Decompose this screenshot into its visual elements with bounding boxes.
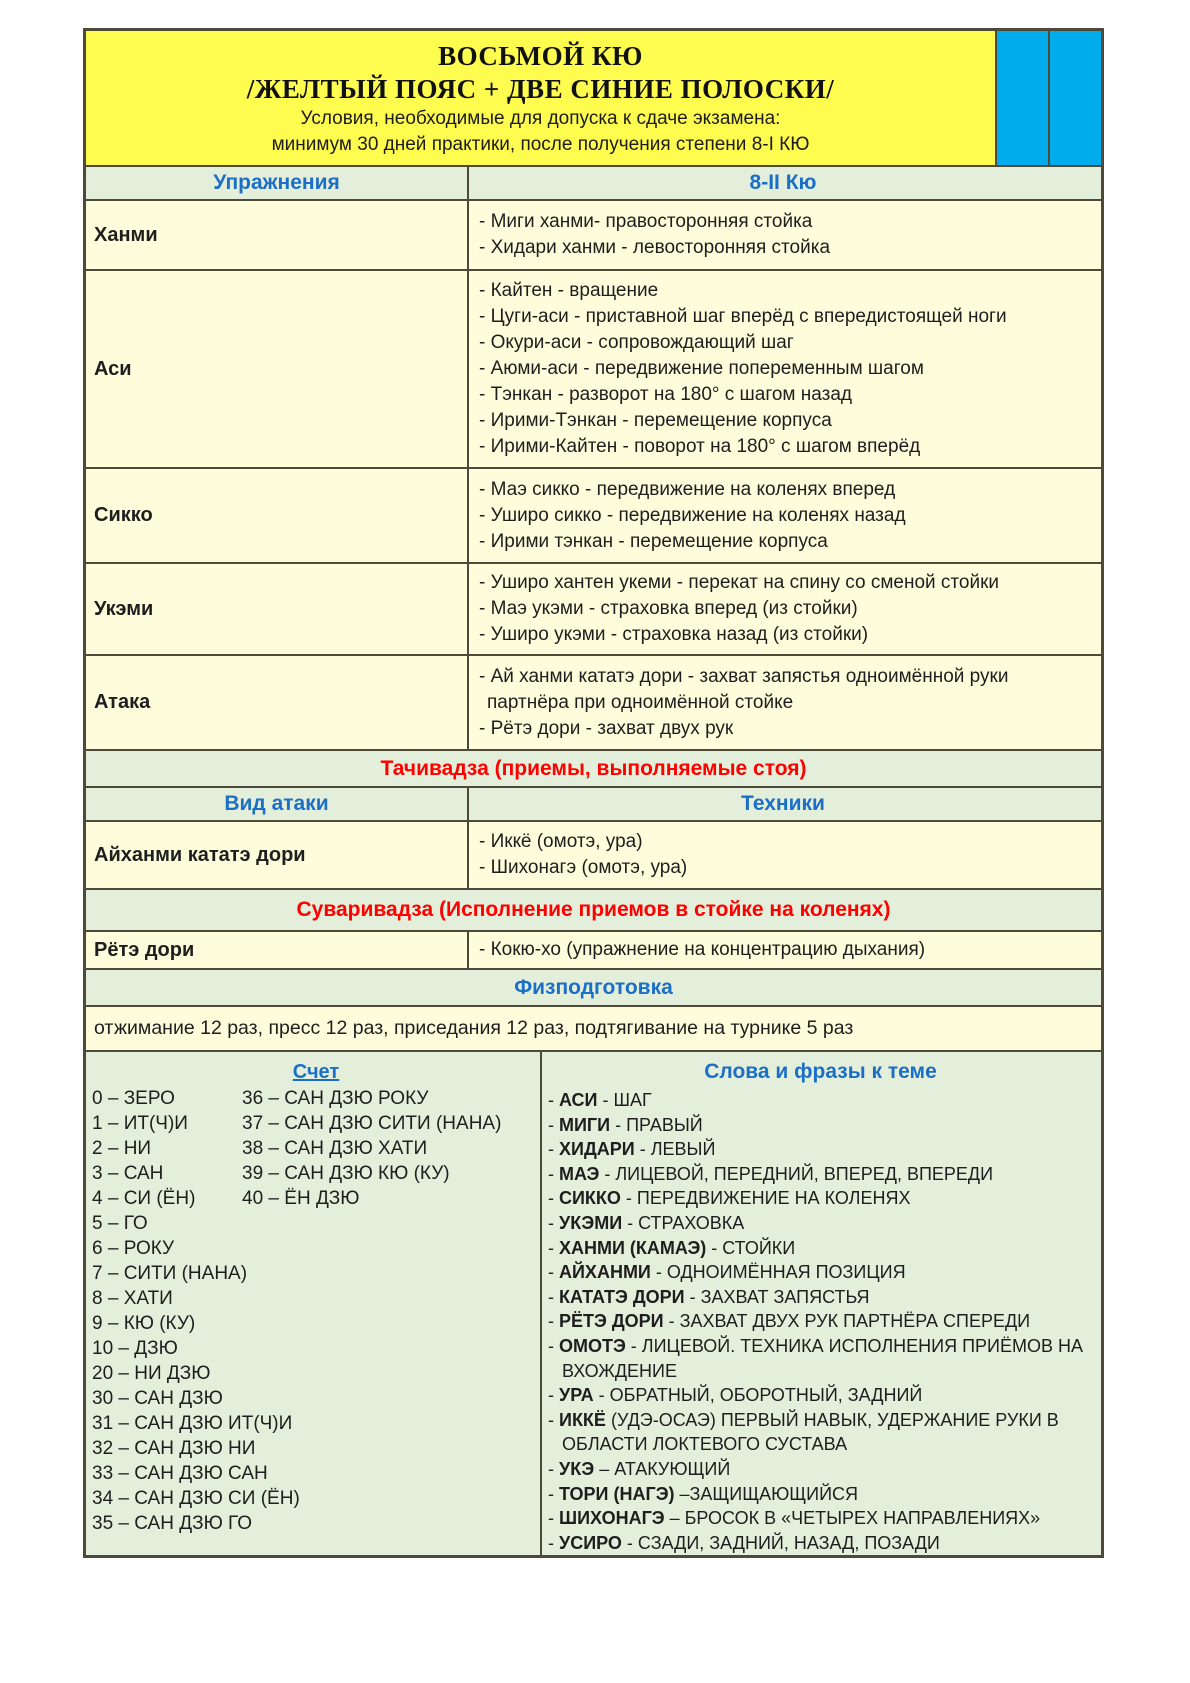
belt-header-text	[86, 31, 995, 165]
word-def: - СТРАХОВКА	[622, 1212, 745, 1233]
row-title: Атака	[94, 691, 151, 713]
word-item	[548, 1408, 1093, 1457]
dash: -	[548, 1188, 559, 1209]
row-content	[467, 656, 1101, 749]
count-item: 3 – САН	[92, 1163, 164, 1184]
content-line: - Уширо хантен укеми - перекат на спину со сменой стойки	[479, 572, 1000, 593]
word-def: - ЛИЦЕВОЙ, ПЕРЕДНИЙ, ВПЕРЕД, ВПЕРЕДИ	[599, 1163, 994, 1184]
word-term: УКЭМИ	[559, 1212, 623, 1233]
content-line: - Ирими тэнкан - перемещение корпуса	[479, 530, 828, 552]
section-title: Физподготовка	[514, 975, 673, 999]
word-term: ОМОТЭ	[559, 1335, 626, 1356]
count-item: 1 – ИТ(Ч)И	[92, 1113, 188, 1134]
row-content	[467, 932, 1101, 968]
word-item	[548, 1088, 1093, 1113]
col-header-techniques: Техники	[467, 788, 1101, 820]
grade-title: ВОСЬМОЙ КЮ	[438, 41, 643, 71]
word-item	[548, 1506, 1093, 1531]
count-list-left	[92, 1086, 300, 1536]
count-item: 36 – САН ДЗЮ РОКУ	[242, 1088, 429, 1109]
word-item	[548, 1457, 1093, 1482]
word-term: УРА	[559, 1385, 594, 1406]
dash: -	[548, 1335, 559, 1356]
word-term: МИГИ	[559, 1114, 611, 1135]
content-line: партнёра при одноимённой стойке	[487, 691, 794, 713]
belt-description: /ЖЕЛТЫЙ ПОЯС + ДВЕ СИНИЕ ПОЛОСКИ/	[246, 74, 835, 104]
word-item	[548, 1334, 1093, 1383]
words-header: Слова и фразы к теме	[704, 1060, 937, 1083]
content-line: - Тэнкан - разворот на 180° с шагом назад	[479, 384, 852, 405]
count-item: 35 – САН ДЗЮ ГО	[92, 1513, 253, 1534]
words-column	[540, 1052, 1101, 1555]
exercise-row-asi	[86, 269, 1101, 467]
dash: -	[548, 1090, 559, 1110]
content-line: - Окури-аси - сопровождающий шаг	[479, 332, 794, 353]
section-title: Тачивадза (приемы, выполняемые стоя)	[380, 756, 807, 780]
count-item: 9 – КЮ (КУ)	[92, 1313, 196, 1334]
word-def: – АТАКУЮЩИЙ	[594, 1458, 731, 1479]
content-line: - Хидари ханми - левосторонняя стойка	[479, 237, 831, 258]
word-term: АСИ	[559, 1090, 598, 1110]
content-line: - Аюми-аси - передвижение попеременным шагом	[479, 358, 924, 379]
count-item: 38 – САН ДЗЮ ХАТИ	[242, 1138, 428, 1159]
vocabulary-section	[86, 1050, 1101, 1555]
belt-stripe-icon	[1048, 31, 1101, 165]
word-def: - СТОЙКИ	[706, 1237, 796, 1258]
content-line: - Ай ханми кататэ дори - захват запястья одноимённой руки	[479, 665, 1009, 687]
row-title: Аси	[94, 357, 132, 380]
word-def: - ОДНОИМЁННАЯ ПОЗИЦИЯ	[650, 1262, 906, 1283]
dash: -	[548, 1311, 559, 1332]
section-band-tachiwaza	[86, 749, 1101, 786]
count-item: 10 – ДЗЮ	[92, 1338, 178, 1359]
section-band-suwariwaza	[86, 888, 1101, 930]
word-def: - СЗАДИ, ЗАДНИЙ, НАЗАД, ПОЗАДИ	[621, 1532, 940, 1553]
word-term: ХИДАРИ	[559, 1139, 635, 1160]
row-content	[467, 469, 1101, 562]
count-item: 2 – НИ	[92, 1138, 152, 1159]
exam-requirements-table	[83, 28, 1104, 1558]
word-term: ХАНМИ (КАМАЭ)	[559, 1237, 707, 1258]
dash: -	[548, 1385, 559, 1406]
count-item: 5 – ГО	[92, 1213, 148, 1234]
count-list-right	[242, 1086, 501, 1536]
count-lists	[92, 1086, 540, 1536]
content-line: - Уширо сикко - передвижение на коленях назад	[479, 504, 906, 526]
dash: -	[548, 1212, 559, 1233]
word-term: МАЭ	[559, 1163, 600, 1184]
word-item	[548, 1285, 1093, 1310]
word-item	[548, 1236, 1093, 1261]
section-title: Суваривадза (Исполнение приемов в стойке на коленях)	[296, 898, 891, 921]
dash: -	[548, 1409, 559, 1430]
content-line: - Уширо укэми - страховка назад (из стойки)	[479, 624, 869, 645]
dash: -	[548, 1483, 559, 1504]
col-header-exercises: Упражнения	[86, 167, 467, 199]
content-line: - Ирими-Кайтен - поворот на 180° с шагом вперёд	[479, 436, 921, 457]
tachiwaza-row-aihanmi	[86, 820, 1101, 888]
count-item: 20 – НИ ДЗЮ	[92, 1363, 211, 1384]
exercises-header-row	[86, 165, 1101, 199]
word-term: СИККО	[559, 1188, 621, 1209]
word-item	[548, 1162, 1093, 1187]
word-item	[548, 1260, 1093, 1285]
word-def: - ЛЕВЫЙ	[634, 1139, 716, 1160]
content-line: - Шихонагэ (омотэ, ура)	[479, 857, 688, 878]
content-line: - Маэ укэми - страховка вперед (из стойки)	[479, 598, 858, 619]
word-term: РЁТЭ ДОРИ	[559, 1311, 664, 1332]
belt-stripe-icon	[995, 31, 1048, 165]
count-item: 34 – САН ДЗЮ СИ (ЁН)	[92, 1488, 300, 1509]
word-term: ШИХОНАГЭ	[559, 1508, 665, 1529]
word-item	[548, 1482, 1093, 1507]
word-term: ИККЁ	[559, 1409, 606, 1430]
word-def: - ЗАХВАТ ЗАПЯСТЬЯ	[684, 1286, 870, 1307]
word-def: - ПРАВЫЙ	[610, 1114, 703, 1135]
word-item	[548, 1383, 1093, 1408]
conditions-line: Условия, необходимые для допуска к сдаче экзамена:	[300, 108, 781, 129]
word-term: УСИРО	[559, 1532, 622, 1553]
count-item: 4 – СИ (ЁН)	[92, 1188, 196, 1209]
count-item: 0 – ЗЕРО	[92, 1088, 175, 1109]
word-term: УКЭ	[559, 1458, 595, 1479]
word-def: –ЗАЩИЩАЮЩИЙСЯ	[674, 1483, 859, 1504]
word-item	[548, 1531, 1093, 1556]
suwariwaza-row-ryote	[86, 930, 1101, 968]
word-def: - ЛИЦЕВОЙ. ТЕХНИКА ИСПОЛНЕНИЯ ПРИЁМОВ НА ВХОЖДЕНИЕ	[562, 1335, 1083, 1381]
exercise-row-sikko	[86, 467, 1101, 562]
row-title: Айханми кататэ дори	[94, 843, 306, 866]
row-title: Сикко	[94, 504, 153, 526]
word-item	[548, 1186, 1093, 1211]
dash: -	[548, 1508, 559, 1529]
word-def: - ПЕРЕДВИЖЕНИЕ НА КОЛЕНЯХ	[620, 1188, 911, 1209]
word-def: – БРОСОК В «ЧЕТЫРЕХ НАПРАВЛЕНИЯХ»	[664, 1508, 1041, 1529]
dash: -	[548, 1458, 559, 1479]
count-item: 40 – ЁН ДЗЮ	[242, 1188, 360, 1209]
word-def: - ШАГ	[597, 1090, 652, 1110]
exercise-row-ukemi	[86, 562, 1101, 654]
dash: -	[548, 1237, 559, 1258]
dash: -	[548, 1139, 559, 1160]
dash: -	[548, 1286, 559, 1307]
fitness-text: отжимание 12 раз, пресс 12 раз, приседания 12 раз, подтягивание на турнике 5 раз	[94, 1017, 854, 1039]
word-item	[548, 1113, 1093, 1138]
count-item: 30 – САН ДЗЮ	[92, 1388, 223, 1409]
word-item	[548, 1137, 1093, 1162]
count-item: 33 – САН ДЗЮ САН	[92, 1463, 268, 1484]
dash: -	[548, 1163, 559, 1184]
exercise-row-ataka	[86, 654, 1101, 749]
content-line: - Рётэ дори - захват двух рук	[479, 717, 734, 739]
content-line: - Ирими-Тэнкан - перемещение корпуса	[479, 410, 832, 431]
belt-header-band	[86, 31, 1101, 165]
content-line: - Кайтен - вращение	[479, 280, 659, 301]
word-def: - ОБРАТНЫЙ, ОБОРОТНЫЙ, ЗАДНИЙ	[593, 1385, 923, 1406]
row-content	[467, 564, 1101, 654]
word-def: (УДЭ-ОСАЭ) ПЕРВЫЙ НАВЫК, УДЕРЖАНИЕ РУКИ В ОБЛАСТИ ЛОКТЕВОГО СУСТАВА	[562, 1409, 1059, 1455]
count-item: 37 – САН ДЗЮ СИТИ (НАНА)	[242, 1113, 502, 1134]
count-item: 32 – САН ДЗЮ НИ	[92, 1438, 256, 1459]
count-item: 6 – РОКУ	[92, 1238, 175, 1259]
word-term: АЙХАНМИ	[559, 1262, 651, 1283]
content-line: - Кокю-хо (упражнение на концентрацию дыхания)	[479, 939, 926, 960]
word-item	[548, 1211, 1093, 1236]
exercise-row-hanmi	[86, 199, 1101, 269]
row-content	[467, 822, 1101, 888]
row-title: Рётэ дори	[94, 938, 195, 961]
count-column	[86, 1052, 540, 1555]
row-content	[467, 201, 1101, 269]
row-title: Укэми	[94, 597, 154, 620]
dash: -	[548, 1262, 559, 1283]
count-header: Счет	[292, 1061, 340, 1083]
count-item: 8 – ХАТИ	[92, 1288, 173, 1309]
word-term: КАТАТЭ ДОРИ	[559, 1286, 685, 1307]
count-item: 39 – САН ДЗЮ КЮ (КУ)	[242, 1163, 450, 1184]
content-line: - Иккё (омотэ, ура)	[479, 831, 643, 852]
count-item: 7 – СИТИ (НАНА)	[92, 1263, 248, 1284]
content-line: - Миги ханми- правосторонняя стойка	[479, 211, 813, 232]
tachiwaza-header-row	[86, 786, 1101, 820]
word-item	[548, 1309, 1093, 1334]
count-item: 31 – САН ДЗЮ ИТ(Ч)И	[92, 1413, 293, 1434]
section-band-fitness	[86, 968, 1101, 1005]
conditions-line: минимум 30 дней практики, после получения степени 8-I КЮ	[271, 134, 810, 155]
fitness-content-row	[86, 1005, 1101, 1050]
word-def: - ЗАХВАТ ДВУХ РУК ПАРТНЁРА СПЕРЕДИ	[663, 1311, 1031, 1332]
row-title: Ханми	[94, 223, 158, 246]
row-content	[467, 271, 1101, 467]
col-header-kyu: 8-II Кю	[467, 167, 1101, 199]
dash: -	[548, 1114, 559, 1135]
content-line: - Цуги-аси - приставной шаг вперёд с впередистоящей ноги	[479, 306, 1007, 327]
content-line: - Маэ сикко - передвижение на коленях вперед	[479, 478, 896, 500]
word-term: ТОРИ (НАГЭ)	[559, 1483, 675, 1504]
dash: -	[548, 1532, 559, 1553]
col-header-attack-type: Вид атаки	[86, 788, 467, 820]
